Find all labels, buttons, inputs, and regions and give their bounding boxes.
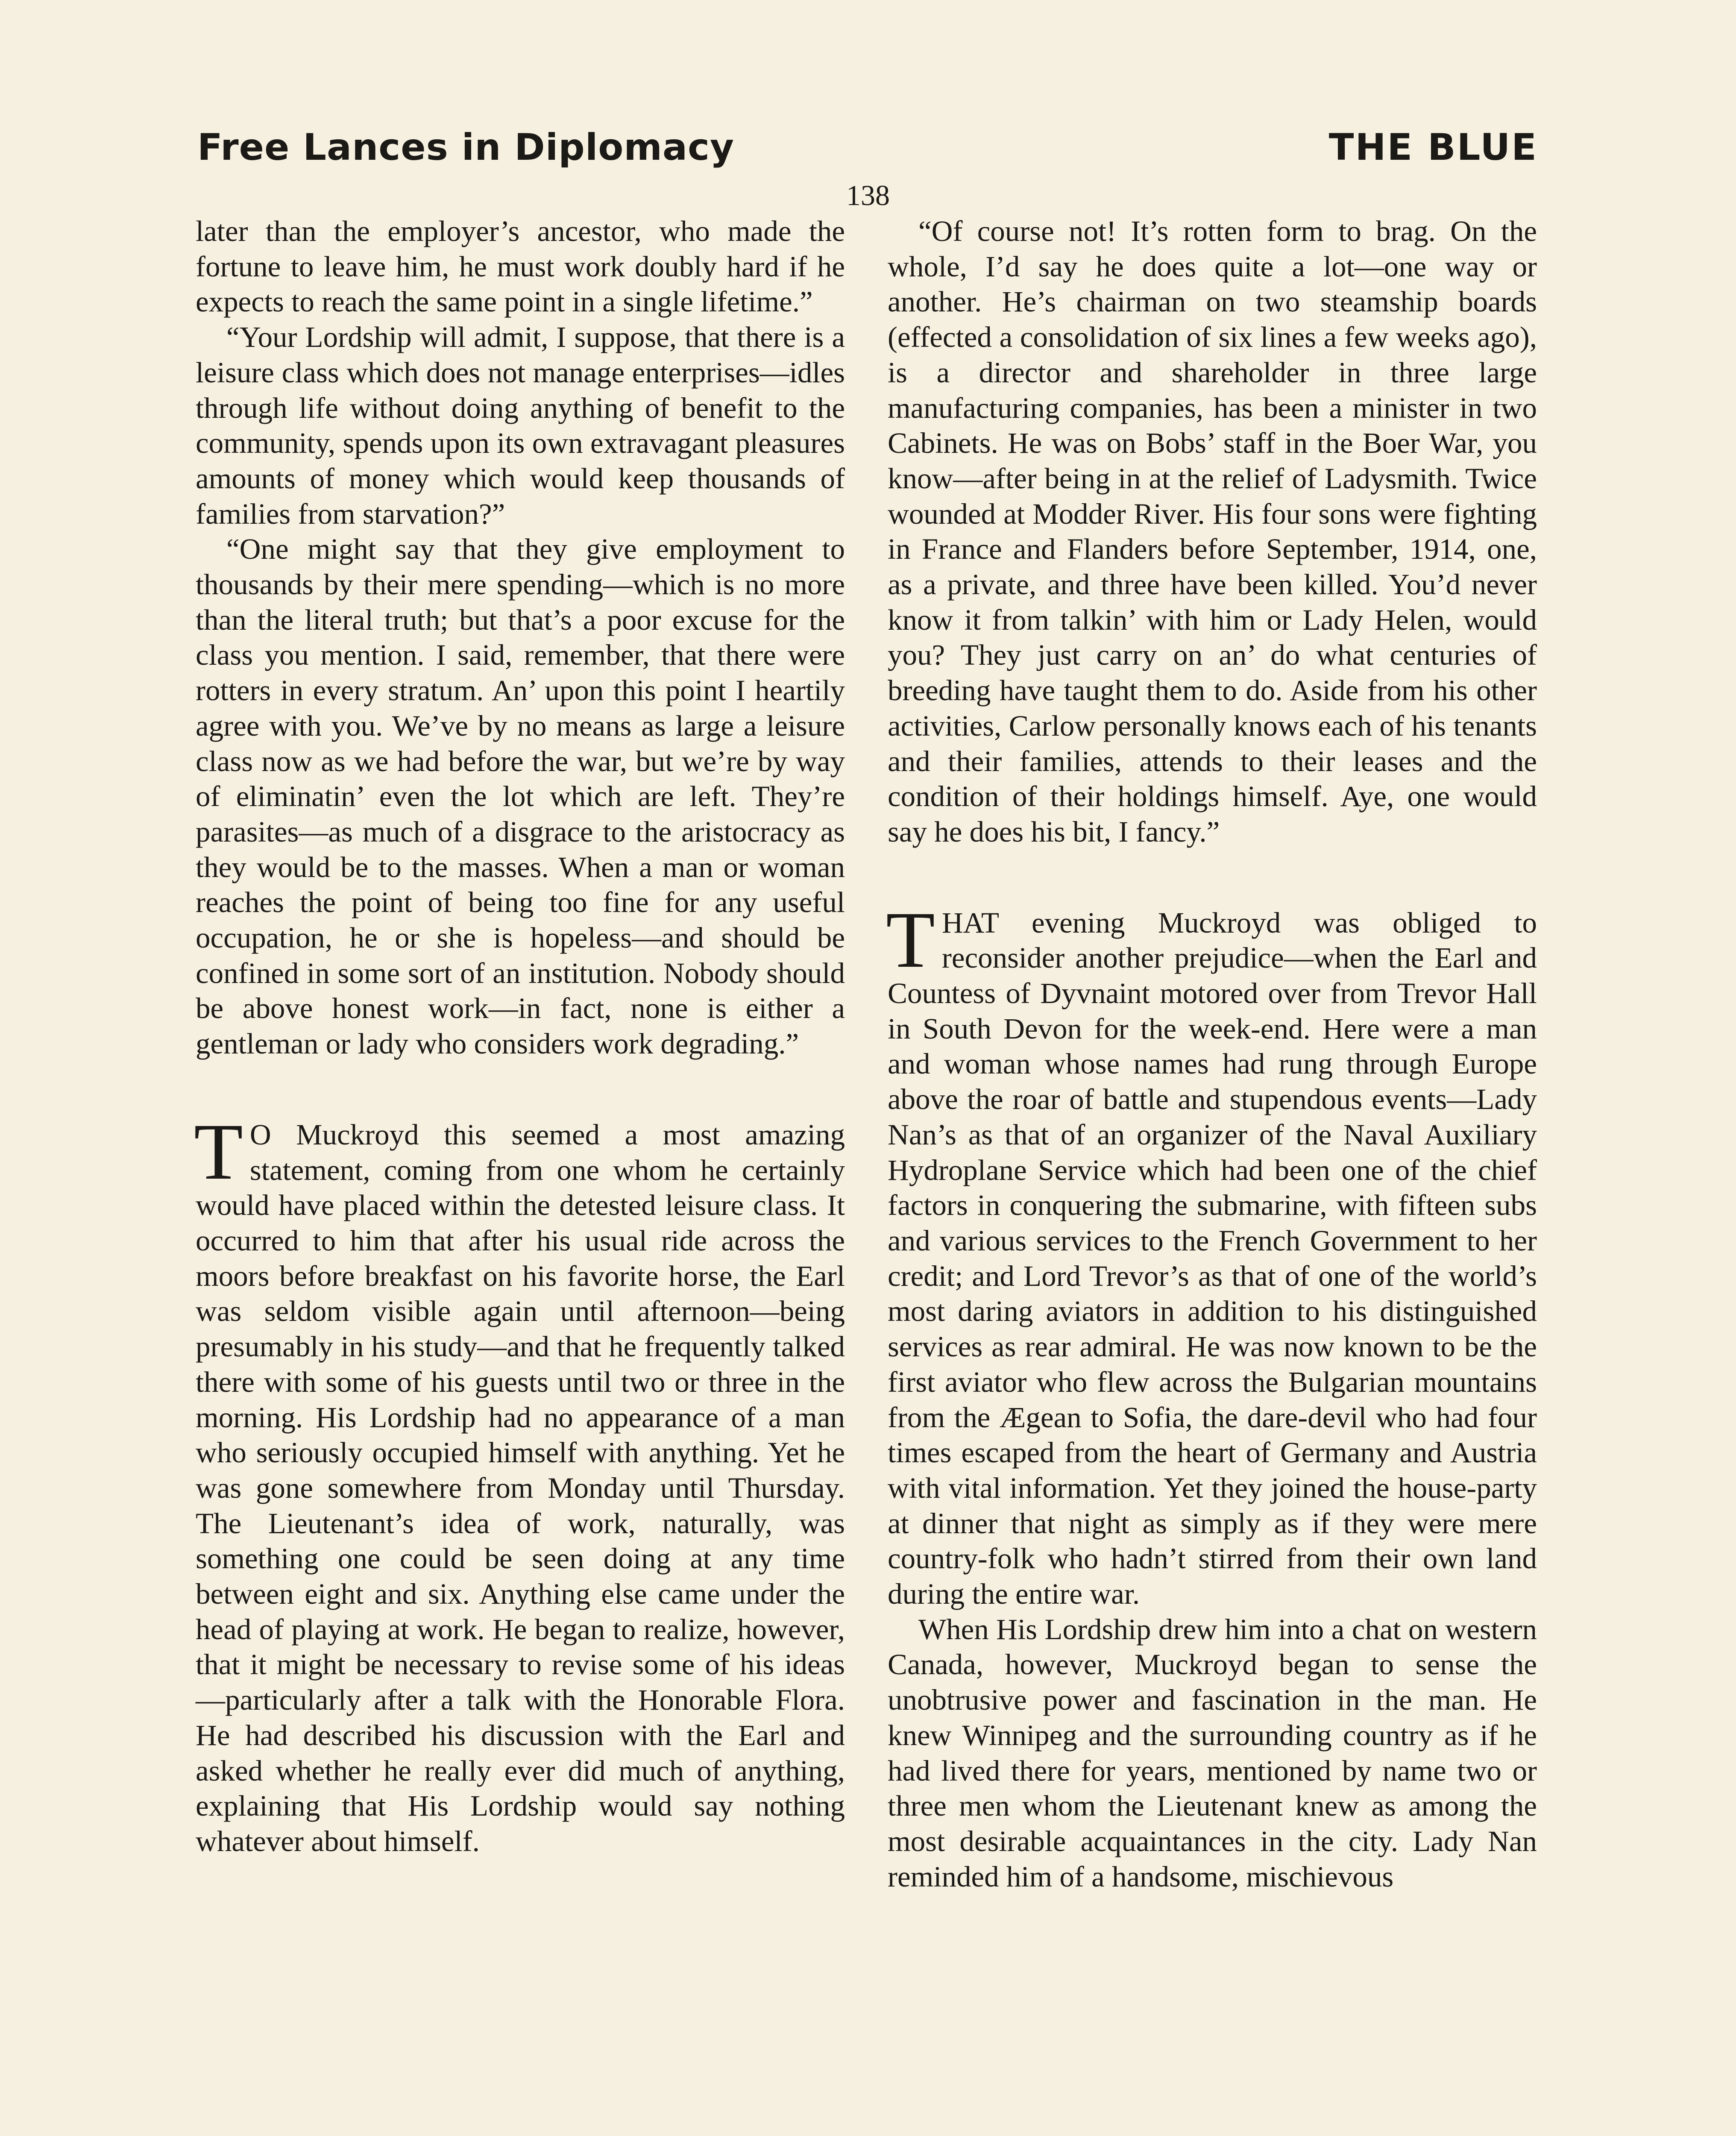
magazine-title: THE BLUE [1328,126,1538,169]
section-paragraph [886,895,1537,1612]
paragraph: later than the employer’s ancestor, who made the fortune to leave him, he must work doubly hard if he expects to reach the same point in a single lifetime.” [196,215,845,318]
running-title: Free Lances in Diplomacy [197,126,735,169]
paragraph: “Of course not! It’s rotten form to brag. On the whole, I’d say he does quite a lot—one way or another. He’s chairman on two steamship boards (effected a consolidation of six lines a few weeks ago), is a director and shareholder in three large manufacturing companies, has been a minister in two Cabinets. He was on Bobs’ staff in the Boer War, you know—after being in at the relief of Ladysmith. Twice wounded at Modder River. His four sons were fighting in France and Flanders before September, 1914, one, as a private, and three have been killed. You’d never know it from talkin’ with him or Lady Helen, would you? They just carry on an’ do what centuries of breeding have taught them to do. Aside from his other activities, Carlow personally knows each of his tenants and their families, attends to their leases and the condition of their holdings himself. Aye, one would say he does his bit, I fancy.” [888,215,1537,848]
drop-cap: T [194,1106,243,1196]
paragraph: “Your Lordship will admit, I suppose, that there is a leisure class which does not manage enterprises—idles through life without doing anything of benefit to the community, spends upon its own extravagant pleasures amounts of money which would keep thousands of families from starvation?” [196,321,845,530]
right-column [888,214,1537,1894]
paragraph: When His Lordship drew him into a chat on western Canada, however, Muckroyd began to sense the unobtrusive power and fascination in the man. He knew Winnipeg and the surrounding country as if he had lived there for years, mentioned by name two or three men whom the Lieutenant knew as among the most desirable acquaintances in the city. Lady Nan reminded him of a handsome, mischievous [888,1613,1537,1893]
drop-cap: T [886,895,935,984]
left-column [196,214,845,1859]
page-number: 138 [846,179,890,211]
section-paragraph [194,1106,845,1859]
paragraph: “One might say that they give employment to thousands by their mere spending—which is no more than the literal truth; but that’s a poor excuse for the class you mention. I said, remember, that there were rotters in every stratum. An’ upon this point I heartily agree with you. We’ve by no means as large a leisure class now as we had before the war, but we’re by way of eliminatin’ even the lot which are left. They’re parasites—as much of a disgrace to the aristocracy as they would be to the masses. When a man or woman reaches the point of being too fine for any useful occupation, he or she is hopeless—and should be confined in some sort of an institution. Nobody should be above honest work—in fact, none is either a gentleman or lady who considers work degrading.” [196,533,845,1060]
paragraph-text: O Muckroyd this seemed a most amazing statement, coming from one whom he certainly would have placed within the detested leisure class. It occurred to him that after his usual ride across the moors before breakfast on his favorite horse, the Earl was seldom visible again until afternoon—being presumably in his study—and that he frequently talked there with some of his guests until two or three in the morning. His Lordship had no appearance of a man who seriously occupied himself with anything. Yet he was gone somewhere from Monday until Thursday. The Lieutenant’s idea of work, naturally, was something one could be seen doing at any time between eight and six. Anything else came under the head of playing at work. He began to realize, however, that it might be necessary to revise some of his ideas—particularly after a talk with the Honorable Flora. He had described his discussion with the Earl and asked whether he really ever did much of anything, explaining that His Lordship would say nothing whatever about himself. [196,1118,845,1857]
paragraph-text: HAT evening Muckroyd was obliged to reconsider another prejudice—when the Earl and Countess of Dyvnaint motored over from Trevor Hall in South Devon for the week-end. Here were a man and woman whose names had rung through Europe above the roar of battle and stupendous events—Lady Nan’s as that of an organizer of the Naval Auxiliary Hydroplane Service which had been one of the chief factors in conquering the submarine, with fifteen subs and various services to the French Government to her credit; and Lord Trevor’s as that of one of the world’s most daring aviators in addition to his distinguished services as rear admiral. He was now known to be the first aviator who flew across the Bulgarian mountains from the Ægean to Sofia, the dare-devil who had four times escaped from the heart of Germany and Austria with vital information. Yet they joined the house-party at dinner that night as simply as if they were mere country-folk who hadn’t stirred from their own land during the entire war. [888,906,1537,1611]
